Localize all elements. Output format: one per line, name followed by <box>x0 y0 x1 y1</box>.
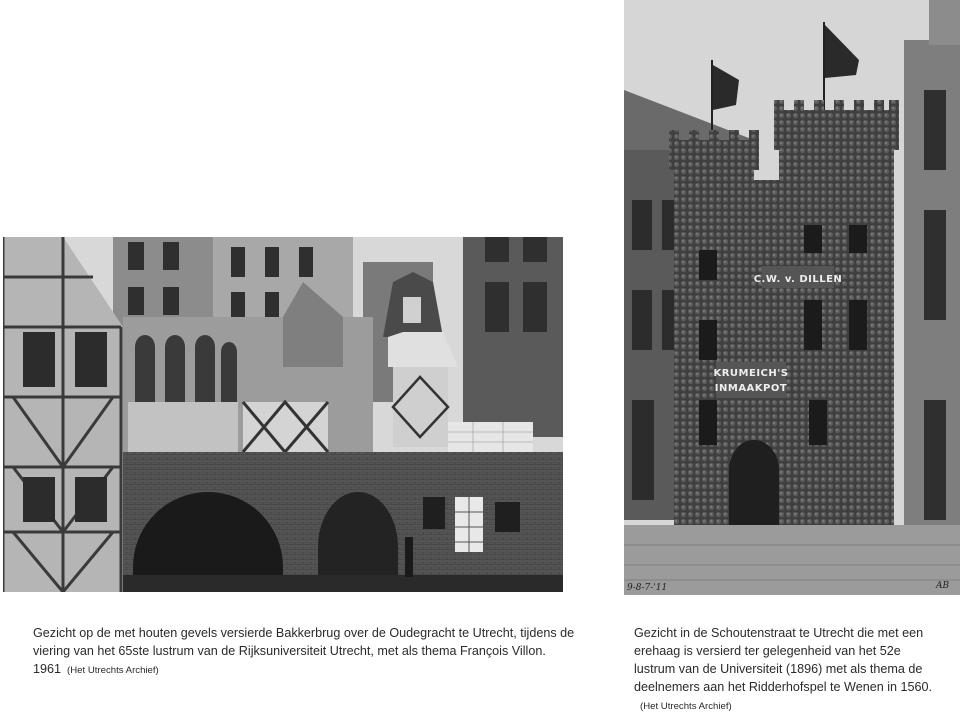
bakkerbrug-photo <box>3 237 563 592</box>
gate-sign-middle-2: INMAAKPOT <box>714 383 788 394</box>
right-caption-source: (Het Utrechts Archief) <box>640 701 732 712</box>
left-caption <box>33 624 593 680</box>
left-caption-source: (Het Utrechts Archief) <box>67 665 159 676</box>
photographer-monogram: AB <box>936 581 950 591</box>
schoutenstraat-photo <box>624 0 960 595</box>
gate-sign-top: C.W. v. DILLEN <box>753 274 843 285</box>
right-caption <box>634 624 934 716</box>
right-caption-text: Gezicht in de Schoutenstraat te Utrecht die met een erehaag is versierd ter gelegenheid van het 52e lustrum van de Universiteit (1896) met als thema de deelnemers aan het Ridderhofspel te Wenen in 1560. <box>634 626 933 694</box>
photo-date-mark: 9-8-7-'11 <box>627 583 668 593</box>
gate-sign-middle-1: KRUMEICH'S <box>713 368 789 379</box>
left-caption-text: Gezicht op de met houten gevels versierde Bakkerbrug over de Oudegracht te Utrecht, tijdens de viering van het 65ste lustrum van de Rijksuniversiteit Utrecht, met als thema François Villon. 1961 <box>33 626 575 676</box>
